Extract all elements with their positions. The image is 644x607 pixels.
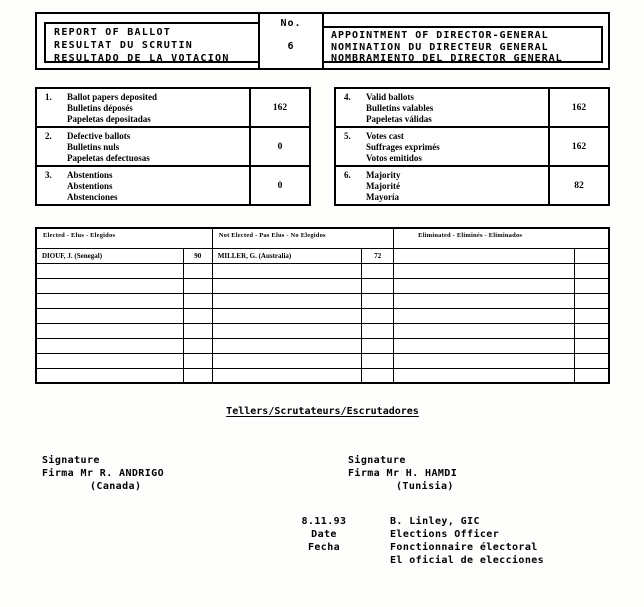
count-line-en: Ballot papers deposited — [67, 92, 158, 102]
count-value: 0 — [249, 128, 309, 165]
count-line-fr: Bulletins valables — [366, 103, 434, 113]
empty-cell — [574, 338, 609, 353]
eliminated-name-cell — [394, 248, 574, 263]
appointment-title-box — [324, 26, 603, 63]
empty-cell — [212, 353, 362, 368]
counts-left-column — [35, 87, 311, 206]
count-label — [336, 89, 548, 126]
elected-name-cell: DIOUF, J. (Senegal) — [36, 248, 183, 263]
empty-cell — [394, 293, 574, 308]
empty-cell — [362, 263, 394, 278]
empty-cell — [183, 323, 212, 338]
empty-cell — [36, 323, 183, 338]
document-header — [35, 12, 610, 70]
count-label — [37, 89, 249, 126]
empty-cell — [36, 293, 183, 308]
tellers-heading: Tellers/Scrutateurs/Escrutadores — [226, 406, 419, 417]
empty-cell — [212, 323, 362, 338]
count-text — [67, 92, 157, 126]
empty-cell — [362, 308, 394, 323]
ballot-number-box — [258, 14, 324, 68]
count-item-abstentions — [35, 165, 311, 206]
count-line-es: Votos emitidos — [366, 153, 422, 163]
count-number: 1. — [45, 92, 52, 102]
count-line-es: Papeletas depositadas — [67, 114, 151, 124]
column-header-eliminated: Eliminated - Eliminés - Eliminados — [394, 228, 609, 248]
signatory-country: (Tunisia) — [396, 481, 454, 492]
count-line-es: Papeletas válidas — [366, 114, 432, 124]
officer-title-fr: Fonctionnaire électoral — [390, 542, 538, 553]
count-line-es: Papeletas defectuosas — [67, 153, 150, 163]
empty-cell — [574, 263, 609, 278]
empty-cell — [394, 278, 574, 293]
count-number: 3. — [45, 170, 52, 180]
signature-label: Signature — [42, 455, 100, 466]
count-text — [366, 170, 400, 204]
empty-cell — [183, 263, 212, 278]
officer-block — [390, 515, 544, 567]
report-title-line: RESULTADO DE LA VOTACION — [54, 53, 230, 64]
empty-cell — [362, 353, 394, 368]
signatory-country: (Canada) — [90, 481, 142, 492]
count-text — [366, 92, 433, 126]
empty-cell — [36, 278, 183, 293]
results-table-body — [36, 248, 609, 383]
count-line-en: Abstentions — [67, 170, 113, 180]
count-text — [67, 170, 118, 204]
empty-cell — [362, 323, 394, 338]
not-elected-votes-cell: 72 — [362, 248, 394, 263]
count-line-fr: Majorité — [366, 181, 400, 191]
officer-title-en: Elections Officer — [390, 529, 500, 540]
count-item-defective-ballots — [35, 126, 311, 167]
count-label — [336, 128, 548, 165]
empty-cell — [394, 368, 574, 383]
signatory-name: Firma Mr H. HAMDI — [348, 468, 458, 479]
empty-cell — [183, 353, 212, 368]
date-officer-section — [35, 515, 610, 567]
empty-cell — [36, 308, 183, 323]
empty-cell — [183, 278, 212, 293]
signatory-name: Firma Mr R. ANDRIGO — [42, 468, 164, 479]
report-title-line: RESULTAT DU SCRUTIN — [54, 40, 194, 51]
count-number: 2. — [45, 131, 52, 141]
report-title-line: REPORT OF BALLOT — [54, 27, 172, 38]
empty-cell — [574, 353, 609, 368]
empty-cell — [574, 368, 609, 383]
count-value: 162 — [548, 128, 608, 165]
table-row — [36, 248, 609, 263]
count-value: 162 — [249, 89, 309, 126]
count-value: 162 — [548, 89, 608, 126]
count-label — [336, 167, 548, 204]
table-row — [36, 308, 609, 323]
empty-cell — [212, 278, 362, 293]
empty-cell — [362, 278, 394, 293]
officer-name: B. Linley, GIC — [390, 516, 480, 527]
count-line-fr: Bulletins nuls — [67, 142, 120, 152]
column-header-not-elected: Not Elected - Pas Elus - No Elegidos — [212, 228, 393, 248]
empty-cell — [362, 293, 394, 308]
count-line-en: Valid ballots — [366, 92, 414, 102]
officer-title-es: El oficial de elecciones — [390, 555, 545, 566]
ballot-number-label: No. — [280, 18, 302, 29]
tellers-heading-row — [35, 399, 610, 418]
empty-cell — [183, 338, 212, 353]
empty-cell — [212, 368, 362, 383]
count-label — [37, 128, 249, 165]
empty-cell — [212, 308, 362, 323]
count-value: 0 — [249, 167, 309, 204]
column-header-elected: Elected - Elus - Elegidos — [36, 228, 212, 248]
count-line-fr: Bulletins déposés — [67, 103, 133, 113]
vote-counts-section — [35, 87, 610, 206]
count-line-en: Votes cast — [366, 131, 404, 141]
table-row — [36, 353, 609, 368]
signature-block-right — [348, 454, 457, 493]
results-table — [35, 227, 610, 384]
table-row — [36, 263, 609, 278]
empty-cell — [36, 263, 183, 278]
empty-cell — [394, 353, 574, 368]
empty-cell — [183, 368, 212, 383]
signatures-section — [35, 454, 610, 493]
count-item-votes-cast — [334, 126, 610, 167]
appointment-title-line: NOMBRAMIENTO DEL DIRECTOR GENERAL — [331, 53, 563, 64]
date-block — [298, 515, 350, 567]
empty-cell — [394, 263, 574, 278]
count-line-fr: Suffrages exprimés — [366, 142, 440, 152]
count-item-valid-ballots — [334, 87, 610, 128]
fecha-label: Fecha — [307, 542, 341, 553]
empty-cell — [212, 293, 362, 308]
count-value: 82 — [548, 167, 608, 204]
empty-cell — [36, 368, 183, 383]
count-text — [67, 131, 150, 165]
empty-cell — [394, 323, 574, 338]
signature-block-left — [42, 454, 348, 493]
empty-cell — [36, 338, 183, 353]
table-row — [36, 323, 609, 338]
empty-cell — [36, 353, 183, 368]
table-row — [36, 368, 609, 383]
count-item-majority — [334, 165, 610, 206]
count-number: 4. — [344, 92, 351, 102]
empty-cell — [362, 368, 394, 383]
empty-cell — [212, 263, 362, 278]
count-item-ballot-papers — [35, 87, 311, 128]
counts-right-column — [334, 87, 610, 206]
empty-cell — [394, 308, 574, 323]
appointment-title-line: APPOINTMENT OF DIRECTOR-GENERAL — [331, 30, 549, 41]
count-line-es: Abstenciones — [67, 192, 118, 202]
empty-cell — [574, 278, 609, 293]
count-text — [366, 131, 440, 165]
date-value: 8.11.93 — [301, 516, 347, 527]
empty-cell — [574, 308, 609, 323]
count-line-es: Mayoría — [366, 192, 399, 202]
empty-cell — [394, 338, 574, 353]
count-line-en: Majority — [366, 170, 401, 180]
ballot-number-value: 6 — [287, 41, 295, 52]
count-number: 6. — [344, 170, 351, 180]
signature-label: Signature — [348, 455, 406, 466]
empty-cell — [574, 293, 609, 308]
count-number: 5. — [344, 131, 351, 141]
date-label: Date — [311, 529, 337, 540]
empty-cell — [183, 308, 212, 323]
appointment-title-line: NOMINATION DU DIRECTEUR GENERAL — [331, 41, 549, 53]
empty-cell — [183, 293, 212, 308]
elected-votes-cell: 90 — [183, 248, 212, 263]
count-label — [37, 167, 249, 204]
ballot-report-document — [35, 12, 610, 567]
report-title-box — [44, 22, 258, 63]
table-row — [36, 338, 609, 353]
count-line-fr: Abstentions — [67, 181, 113, 191]
empty-cell — [574, 323, 609, 338]
results-header-row — [36, 228, 609, 248]
table-row — [36, 293, 609, 308]
count-line-en: Defective ballots — [67, 131, 131, 141]
empty-cell — [362, 338, 394, 353]
table-row — [36, 278, 609, 293]
empty-cell — [212, 338, 362, 353]
not-elected-name-cell: MILLER, G. (Australia) — [212, 248, 362, 263]
eliminated-votes-cell — [574, 248, 609, 263]
